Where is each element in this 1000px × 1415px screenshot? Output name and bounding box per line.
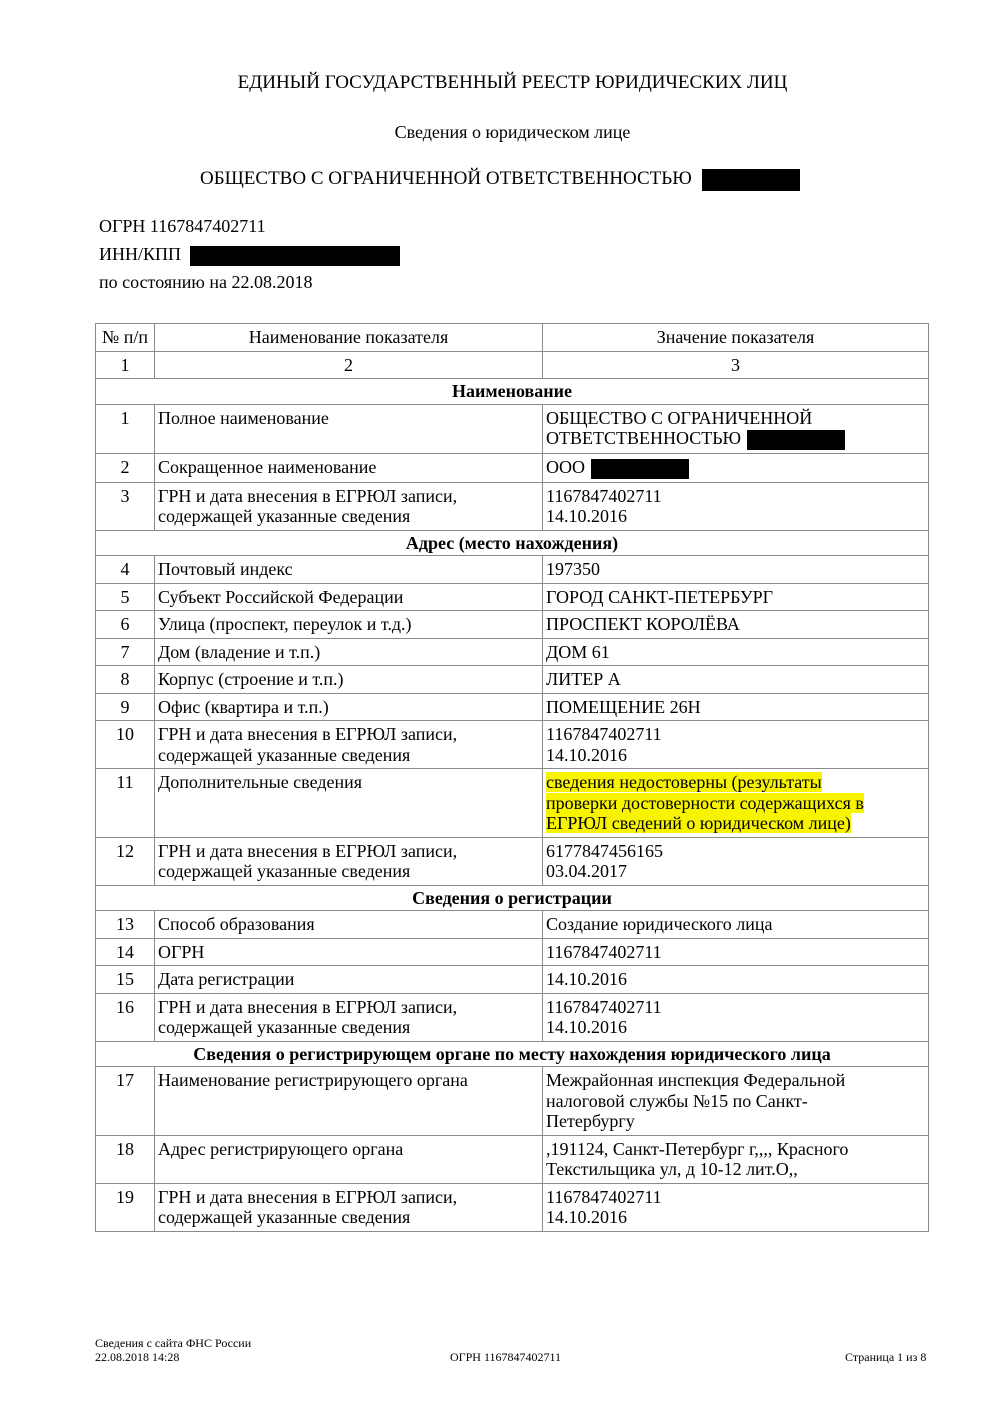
indicator-value-text: ЕГРЮЛ сведений о юридическом лице) <box>546 813 851 834</box>
column-index-1: 1 <box>96 351 155 379</box>
row-number: 10 <box>96 721 155 769</box>
indicator-value-line <box>546 969 925 990</box>
indicator-name <box>155 693 543 721</box>
column-index-3: 3 <box>543 351 929 379</box>
section-header-row <box>96 1041 929 1067</box>
row-number: 12 <box>96 837 155 885</box>
redaction-bar <box>702 169 800 191</box>
indicator-name <box>155 966 543 994</box>
indicator-value-text: ,191124, Санкт-Петербург г,,,, Красного <box>546 1138 849 1159</box>
indicator-value-line <box>546 942 925 963</box>
table-row <box>96 611 929 639</box>
indicator-value <box>543 938 929 966</box>
indicator-value <box>543 1135 929 1183</box>
indicator-value-text: 14.10.2016 <box>546 744 627 765</box>
indicator-name <box>155 583 543 611</box>
company-heading <box>200 168 800 191</box>
indicator-value-line <box>546 506 925 527</box>
indicator-name <box>155 938 543 966</box>
indicator-name-line: Сокращенное наименование <box>158 456 377 477</box>
indicator-value-line <box>546 1187 925 1208</box>
table-row <box>96 966 929 994</box>
indicator-value-line <box>546 1207 925 1228</box>
table-header-row <box>96 324 929 352</box>
indicator-value-line <box>546 669 925 690</box>
indicator-value-text: 1167847402711 <box>546 485 662 506</box>
as-of-date: по состоянию на 22.08.2018 <box>99 272 313 292</box>
indicator-value-text: ПОМЕЩЕНИЕ 26Н <box>546 696 701 717</box>
indicator-name-line: Дом (владение и т.п.) <box>158 641 321 662</box>
indicator-name-line: содержащей указанные сведения <box>158 506 411 527</box>
indicator-value-line <box>546 745 925 766</box>
row-number: 5 <box>96 583 155 611</box>
section-header-row <box>96 530 929 556</box>
table-row <box>96 1135 929 1183</box>
row-number: 16 <box>96 993 155 1041</box>
indicator-name-line: ОГРН <box>158 941 205 962</box>
indicator-value-text: ДОМ 61 <box>546 641 610 662</box>
row-number: 13 <box>96 911 155 939</box>
table-row <box>96 583 929 611</box>
indicator-value-text: ОБЩЕСТВО С ОГРАНИЧЕННОЙ <box>546 407 813 428</box>
indicator-value-text: ОТВЕТСТВЕННОСТЬЮ <box>546 428 742 448</box>
indicator-name-line: содержащей указанные сведения <box>158 861 411 882</box>
row-number: 4 <box>96 556 155 584</box>
indicator-value <box>543 721 929 769</box>
indicator-value <box>543 666 929 694</box>
ogrn-line: ОГРН 1167847402711 <box>99 216 266 236</box>
table-row <box>96 482 929 530</box>
table-row <box>96 938 929 966</box>
indicator-name-line: Офис (квартира и т.п.) <box>158 696 329 717</box>
indicator-value-line <box>546 861 925 882</box>
indicator-value-text: 197350 <box>546 559 600 580</box>
indicator-name <box>155 1183 543 1231</box>
indicator-value-text: 1167847402711 <box>546 1186 662 1207</box>
section-title: Адрес (место нахождения) <box>96 530 929 556</box>
indicator-name <box>155 556 543 584</box>
section-header-row <box>96 885 929 911</box>
indicator-value-text: 03.04.2017 <box>546 861 627 882</box>
table-row <box>96 769 929 838</box>
indicator-value-text: 1167847402711 <box>546 724 662 745</box>
indicator-value <box>543 556 929 584</box>
indicator-value <box>543 993 929 1041</box>
indicator-name-line: Корпус (строение и т.п.) <box>158 669 344 690</box>
indicator-value-line <box>546 486 925 507</box>
indicator-value-line <box>546 614 925 635</box>
indicator-value-line <box>546 1159 925 1180</box>
indicator-name-line: ГРН и дата внесения в ЕГРЮЛ записи, <box>158 724 458 745</box>
column-header-number: № п/п <box>96 324 155 352</box>
indicator-name-line: содержащей указанные сведения <box>158 744 411 765</box>
indicator-value-line <box>546 813 925 834</box>
indicator-value <box>543 911 929 939</box>
table-row <box>96 721 929 769</box>
indicator-name-line: ГРН и дата внесения в ЕГРЮЛ записи, <box>158 1186 458 1207</box>
row-number: 1 <box>96 404 155 453</box>
indicator-value-text: ПРОСПЕКТ КОРОЛЁВА <box>546 614 740 635</box>
indicator-value <box>543 611 929 639</box>
indicator-value <box>543 453 929 482</box>
inn-kpp-label: ИНН/КПП <box>99 244 182 264</box>
row-number: 11 <box>96 769 155 838</box>
table-row <box>96 693 929 721</box>
indicator-name <box>155 482 543 530</box>
indicator-value <box>543 769 929 838</box>
row-number: 8 <box>96 666 155 694</box>
indicator-value-line <box>546 1017 925 1038</box>
indicator-name <box>155 769 543 838</box>
section-header-row <box>96 379 929 405</box>
table-row <box>96 556 929 584</box>
indicator-value <box>543 966 929 994</box>
section-title: Сведения о регистрации <box>96 885 929 911</box>
indicator-value-text: налоговой службы №15 по Санкт- <box>546 1090 808 1111</box>
indicator-name <box>155 1135 543 1183</box>
section-title: Сведения о регистрирующем органе по месту нахождения юридического лица <box>96 1041 929 1067</box>
row-number: 7 <box>96 638 155 666</box>
indicator-value-line <box>546 997 925 1018</box>
indicator-value-text: Петербургу <box>546 1111 635 1132</box>
indicator-value <box>543 693 929 721</box>
indicator-name <box>155 837 543 885</box>
redaction-bar <box>747 430 845 450</box>
indicator-name-line: Адрес регистрирующего органа <box>158 1138 404 1159</box>
indicator-name-line: Дата регистрации <box>158 969 295 990</box>
row-number: 17 <box>96 1067 155 1136</box>
table-row <box>96 404 929 453</box>
indicator-name-line: Наименование регистрирующего органа <box>158 1070 468 1091</box>
indicator-value-line <box>546 1139 925 1160</box>
indicator-name <box>155 453 543 482</box>
row-number: 19 <box>96 1183 155 1231</box>
indicator-value-line <box>546 914 925 935</box>
indicator-value-line <box>546 772 925 793</box>
indicator-value-line <box>546 697 925 718</box>
indicator-value-text: 14.10.2016 <box>546 969 627 990</box>
document-subtitle: Сведения о юридическом лице <box>394 122 631 142</box>
indicator-name-line: Дополнительные сведения <box>158 772 363 793</box>
footer-datetime: 22.08.2018 14:28 <box>95 1350 180 1364</box>
indicator-value-line <box>546 1070 925 1091</box>
indicator-value <box>543 1183 929 1231</box>
indicator-value-text: Текстильщика ул, д 10-12 лит.О,, <box>546 1159 798 1180</box>
table-row <box>96 1183 929 1231</box>
indicator-name <box>155 1067 543 1136</box>
row-number: 2 <box>96 453 155 482</box>
indicator-value <box>543 837 929 885</box>
row-number: 6 <box>96 611 155 639</box>
table-row <box>96 453 929 482</box>
indicator-name-line: Полное наименование <box>158 407 329 428</box>
registry-title: ЕДИНЫЙ ГОСУДАРСТВЕННЫЙ РЕЕСТР ЮРИДИЧЕСКИХ ЛИЦ <box>237 72 788 93</box>
indicator-name-line: содержащей указанные сведения <box>158 1207 411 1228</box>
indicator-name <box>155 993 543 1041</box>
indicator-name-line: Улица (проспект, переулок и т.д.) <box>158 614 412 635</box>
registry-table <box>95 323 929 1232</box>
indicator-value-text: 14.10.2016 <box>546 1207 627 1228</box>
indicator-name-line: ГРН и дата внесения в ЕГРЮЛ записи, <box>158 840 458 861</box>
indicator-value <box>543 583 929 611</box>
column-header-value: Значение показателя <box>543 324 929 352</box>
indicator-value-text: сведения недостоверны (результаты <box>546 772 822 793</box>
indicator-name <box>155 911 543 939</box>
indicator-value-text: проверки достоверности содержащихся в <box>546 792 864 813</box>
footer-ogrn: ОГРН 1167847402711 <box>450 1350 562 1364</box>
table-row <box>96 911 929 939</box>
indicator-value <box>543 404 929 453</box>
row-number: 15 <box>96 966 155 994</box>
redaction-bar <box>591 459 689 479</box>
section-title: Наименование <box>96 379 929 405</box>
indicator-value-line <box>546 428 925 450</box>
indicator-name-line: Почтовый индекс <box>158 559 293 580</box>
indicator-name <box>155 404 543 453</box>
indicator-value-text: ООО <box>546 456 585 477</box>
footer-source: Сведения с сайта ФНС России <box>95 1336 252 1350</box>
table-row <box>96 993 929 1041</box>
indicator-value-line <box>546 408 925 429</box>
indicator-value-line <box>546 1091 925 1112</box>
indicator-value-line <box>546 457 925 479</box>
company-heading-text: ОБЩЕСТВО С ОГРАНИЧЕННОЙ ОТВЕТСТВЕННОСТЬЮ <box>200 168 692 189</box>
indicator-value-line <box>546 841 925 862</box>
indicator-value-text: ЛИТЕР А <box>546 669 621 690</box>
indicator-name-line: ГРН и дата внесения в ЕГРЮЛ записи, <box>158 996 458 1017</box>
indicator-value-line <box>546 642 925 663</box>
table-row <box>96 837 929 885</box>
indicator-value-line <box>546 1111 925 1132</box>
indicator-value-text: Создание юридического лица <box>546 914 773 935</box>
indicator-name-line: Способ образования <box>158 914 315 935</box>
redaction-bar <box>190 246 400 266</box>
indicator-value-text: 14.10.2016 <box>546 506 627 527</box>
indicator-name <box>155 611 543 639</box>
row-number: 3 <box>96 482 155 530</box>
indicator-name-line: содержащей указанные сведения <box>158 1017 411 1038</box>
indicator-name <box>155 638 543 666</box>
table-row <box>96 1067 929 1136</box>
indicator-value-line <box>546 793 925 814</box>
indicator-value-text: 6177847456165 <box>546 840 663 861</box>
row-number: 18 <box>96 1135 155 1183</box>
indicator-value-text: 1167847402711 <box>546 996 662 1017</box>
indicator-value-text: Межрайонная инспекция Федеральной <box>546 1070 846 1091</box>
indicator-value <box>543 638 929 666</box>
indicator-value-line <box>546 559 925 580</box>
indicator-value-text: 14.10.2016 <box>546 1017 627 1038</box>
footer-left <box>95 1336 251 1364</box>
indicator-name-line: ГРН и дата внесения в ЕГРЮЛ записи, <box>158 485 458 506</box>
row-number: 9 <box>96 693 155 721</box>
column-header-name: Наименование показателя <box>155 324 543 352</box>
row-number: 14 <box>96 938 155 966</box>
indicator-name <box>155 666 543 694</box>
inn-kpp-line <box>99 244 400 266</box>
indicator-name <box>155 721 543 769</box>
column-index-2: 2 <box>155 351 543 379</box>
indicator-value <box>543 482 929 530</box>
indicator-value <box>543 1067 929 1136</box>
indicator-value-text: ГОРОД САНКТ-ПЕТЕРБУРГ <box>546 586 774 607</box>
footer-page-number: Страница 1 из 8 <box>845 1350 927 1364</box>
column-index-row <box>96 351 929 379</box>
indicator-value-line <box>546 724 925 745</box>
table-row <box>96 638 929 666</box>
table-row <box>96 666 929 694</box>
indicator-value-text: 1167847402711 <box>546 941 662 962</box>
indicator-value-line <box>546 587 925 608</box>
indicator-name-line: Субъект Российской Федерации <box>158 586 404 607</box>
